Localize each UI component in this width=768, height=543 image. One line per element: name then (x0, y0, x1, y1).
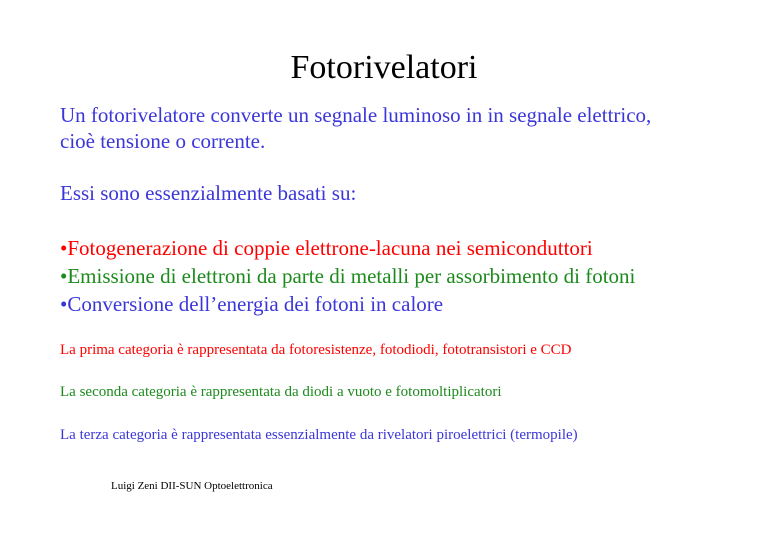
category-first: La prima categoria è rappresentata da fotoresistenze, fotodiodi, fototransistori e CCD (60, 342, 572, 358)
slide-title: Fotorivelatori (290, 49, 478, 86)
bullet-photogeneration: •Fotogenerazione di coppie elettrone-lacuna nei semiconduttori (60, 236, 593, 260)
bullet-energy-conversion: •Conversione dell’energia dei fotoni in calore (60, 292, 444, 316)
intro-line-1: Un fotorivelatore converte un segnale luminoso in in segnale elettrico, (60, 103, 652, 127)
bullet-electron-emission: •Emissione di elettroni da parte di metalli per assorbimento di fotoni (60, 264, 636, 288)
based-on-heading: Essi sono essenzialmente basati su: (60, 181, 357, 205)
slide-footer: Luigi Zeni DII-SUN Optoelettronica (111, 480, 273, 492)
bullet-list (60, 234, 635, 318)
category-second: La seconda categoria è rappresentata da diodi a vuoto e fotomoltiplicatori (60, 384, 502, 400)
category-third: La terza categoria è rappresentata essenzialmente da rivelatori piroelettrici (termopile) (60, 427, 578, 443)
intro-paragraph (60, 102, 760, 154)
intro-line-2: cioè tensione o corrente. (60, 129, 266, 153)
